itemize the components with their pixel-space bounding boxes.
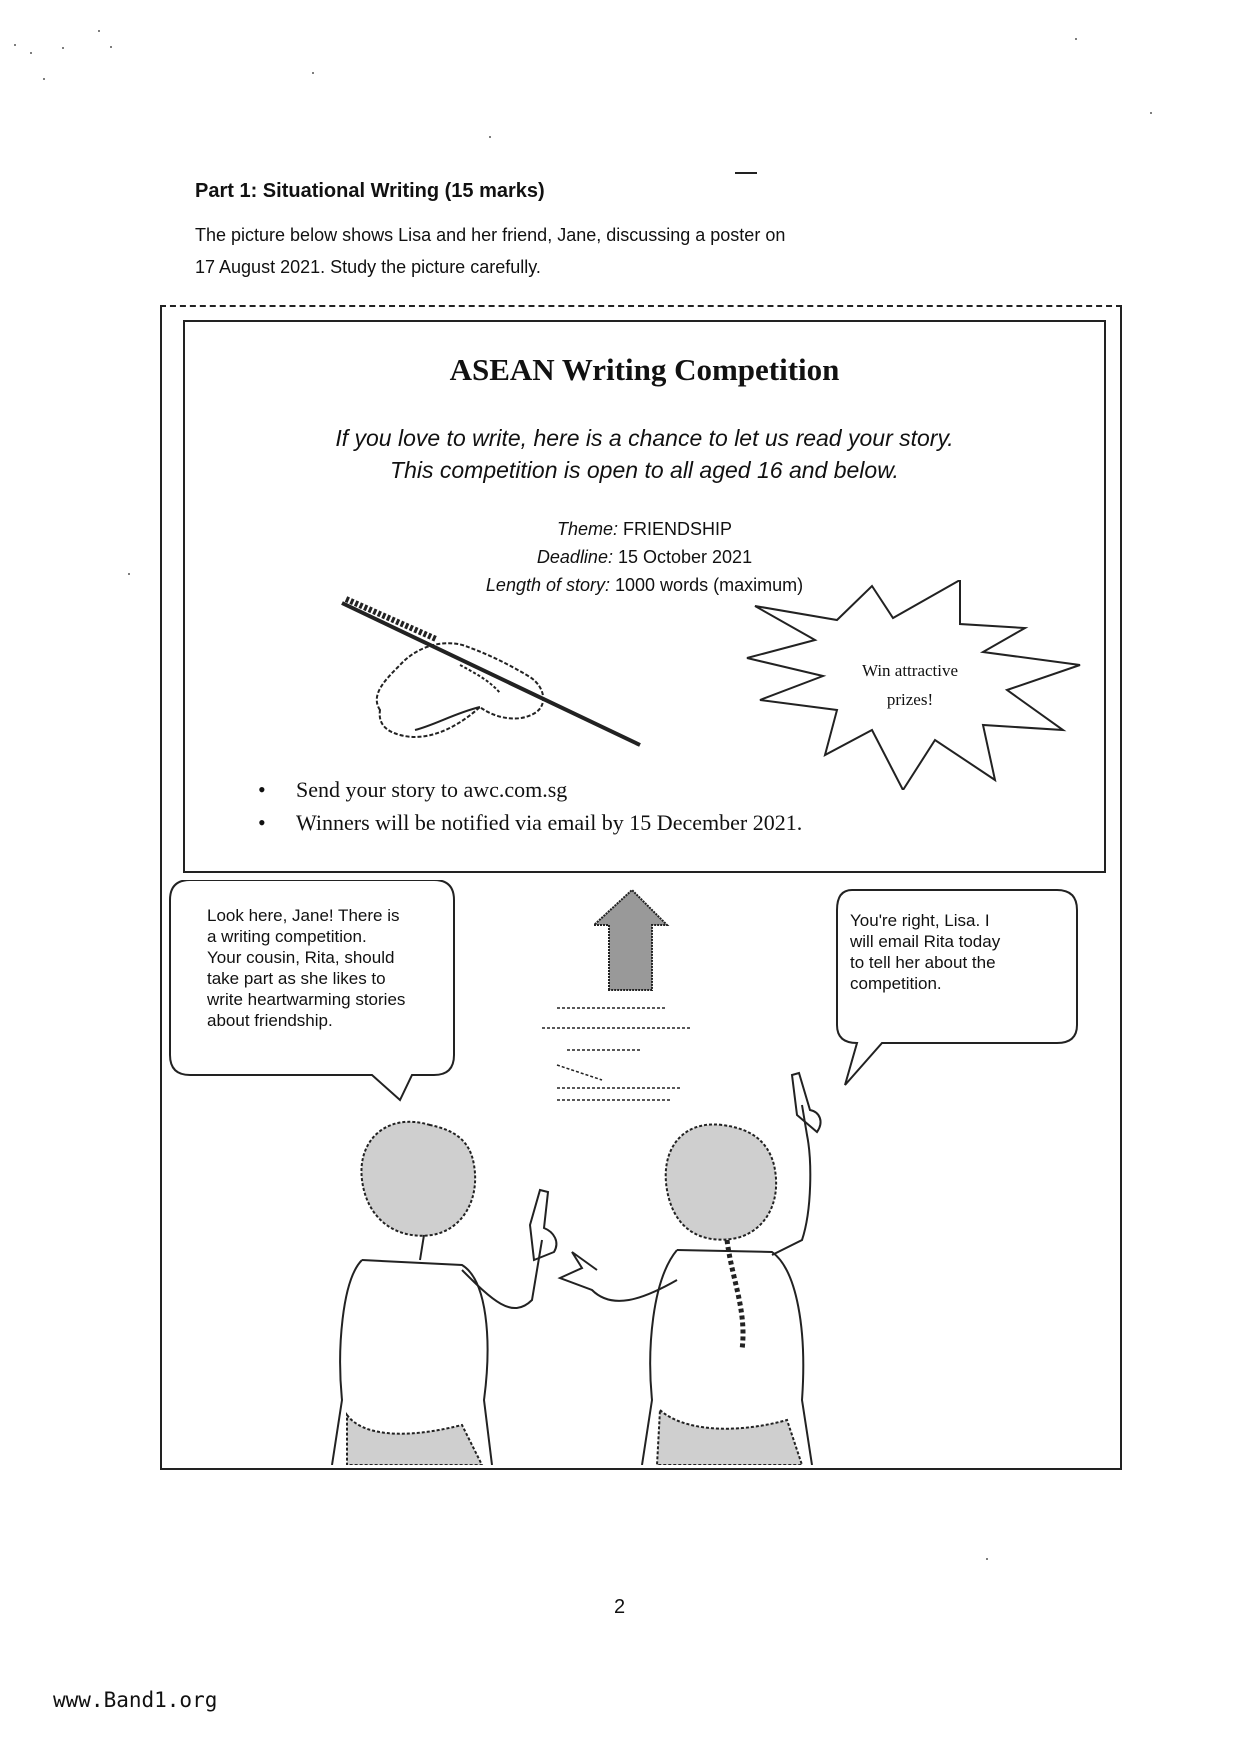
speech-line: You're right, Lisa. I bbox=[850, 911, 990, 930]
site-watermark: www.Band1.org bbox=[53, 1688, 218, 1712]
poster-bullet bbox=[258, 777, 567, 803]
scan-speck bbox=[43, 78, 45, 80]
lisa-speech-text bbox=[207, 905, 405, 1031]
scan-speck bbox=[98, 30, 100, 32]
bullet-text: Winners will be notified via email by 15 December 2021. bbox=[296, 810, 803, 835]
scan-speck bbox=[1150, 112, 1152, 114]
page-number: 2 bbox=[613, 1596, 626, 1618]
intro-line-2: 17 August 2021. Study the picture carefully. bbox=[195, 257, 541, 277]
scan-speck bbox=[30, 52, 32, 54]
scan-speck bbox=[1075, 38, 1077, 40]
bullet-text: Send your story to awc.com.sg bbox=[296, 777, 568, 802]
speech-line: a writing competition. bbox=[207, 927, 367, 946]
scan-speck bbox=[14, 44, 16, 46]
prize-line-1: Win attractive bbox=[861, 661, 959, 680]
poster-tagline-1: If you love to write, here is a chance to let us read your story. bbox=[335, 425, 954, 451]
hand-writing-illustration bbox=[340, 595, 650, 755]
scan-speck bbox=[128, 573, 130, 575]
scan-speck bbox=[110, 46, 112, 48]
scan-speck bbox=[62, 47, 64, 49]
arrow-up-icon bbox=[594, 890, 667, 990]
speech-line: to tell her about the bbox=[850, 953, 996, 972]
part-heading: Part 1: Situational Writing (15 marks) bbox=[195, 180, 545, 202]
scan-speck bbox=[986, 1558, 988, 1560]
intro-line-1: The picture below shows Lisa and her friend, Jane, discussing a poster on bbox=[195, 225, 786, 245]
separator-mark bbox=[735, 172, 757, 174]
jane-figure bbox=[560, 1073, 821, 1465]
jane-speech-text bbox=[850, 910, 1000, 994]
speech-line: competition. bbox=[850, 974, 942, 993]
speech-line: write heartwarming stories bbox=[207, 990, 406, 1009]
deadline-value: 15 October 2021 bbox=[617, 547, 753, 567]
theme-value: FRIENDSHIP bbox=[623, 519, 733, 539]
speech-line: about friendship. bbox=[207, 1011, 333, 1030]
speech-line: Look here, Jane! There is bbox=[207, 906, 400, 925]
mini-poster bbox=[542, 1008, 692, 1100]
starburst-text bbox=[830, 656, 990, 714]
poster-title: ASEAN Writing Competition bbox=[449, 352, 840, 387]
bullet-dot-icon: • bbox=[258, 777, 266, 802]
length-label: Length of story: bbox=[485, 575, 610, 595]
lisa-figure bbox=[332, 1122, 556, 1465]
scan-speck bbox=[489, 136, 491, 138]
poster-bullet bbox=[258, 810, 802, 836]
poster-tagline-2: This competition is open to all aged 16 and below. bbox=[390, 457, 899, 483]
deadline-label: Deadline: bbox=[536, 547, 613, 567]
poster-deadline bbox=[185, 547, 1104, 568]
speech-line: Your cousin, Rita, should bbox=[207, 948, 395, 967]
theme-label: Theme: bbox=[556, 519, 618, 539]
scan-speck bbox=[312, 72, 314, 74]
speech-line: will email Rita today bbox=[850, 932, 1001, 951]
poster-theme bbox=[185, 519, 1104, 540]
bullet-dot-icon: • bbox=[258, 810, 266, 835]
prize-line-2: prizes! bbox=[886, 690, 934, 709]
length-value: 1000 words (maximum) bbox=[615, 575, 804, 595]
speech-line: take part as she likes to bbox=[207, 969, 386, 988]
